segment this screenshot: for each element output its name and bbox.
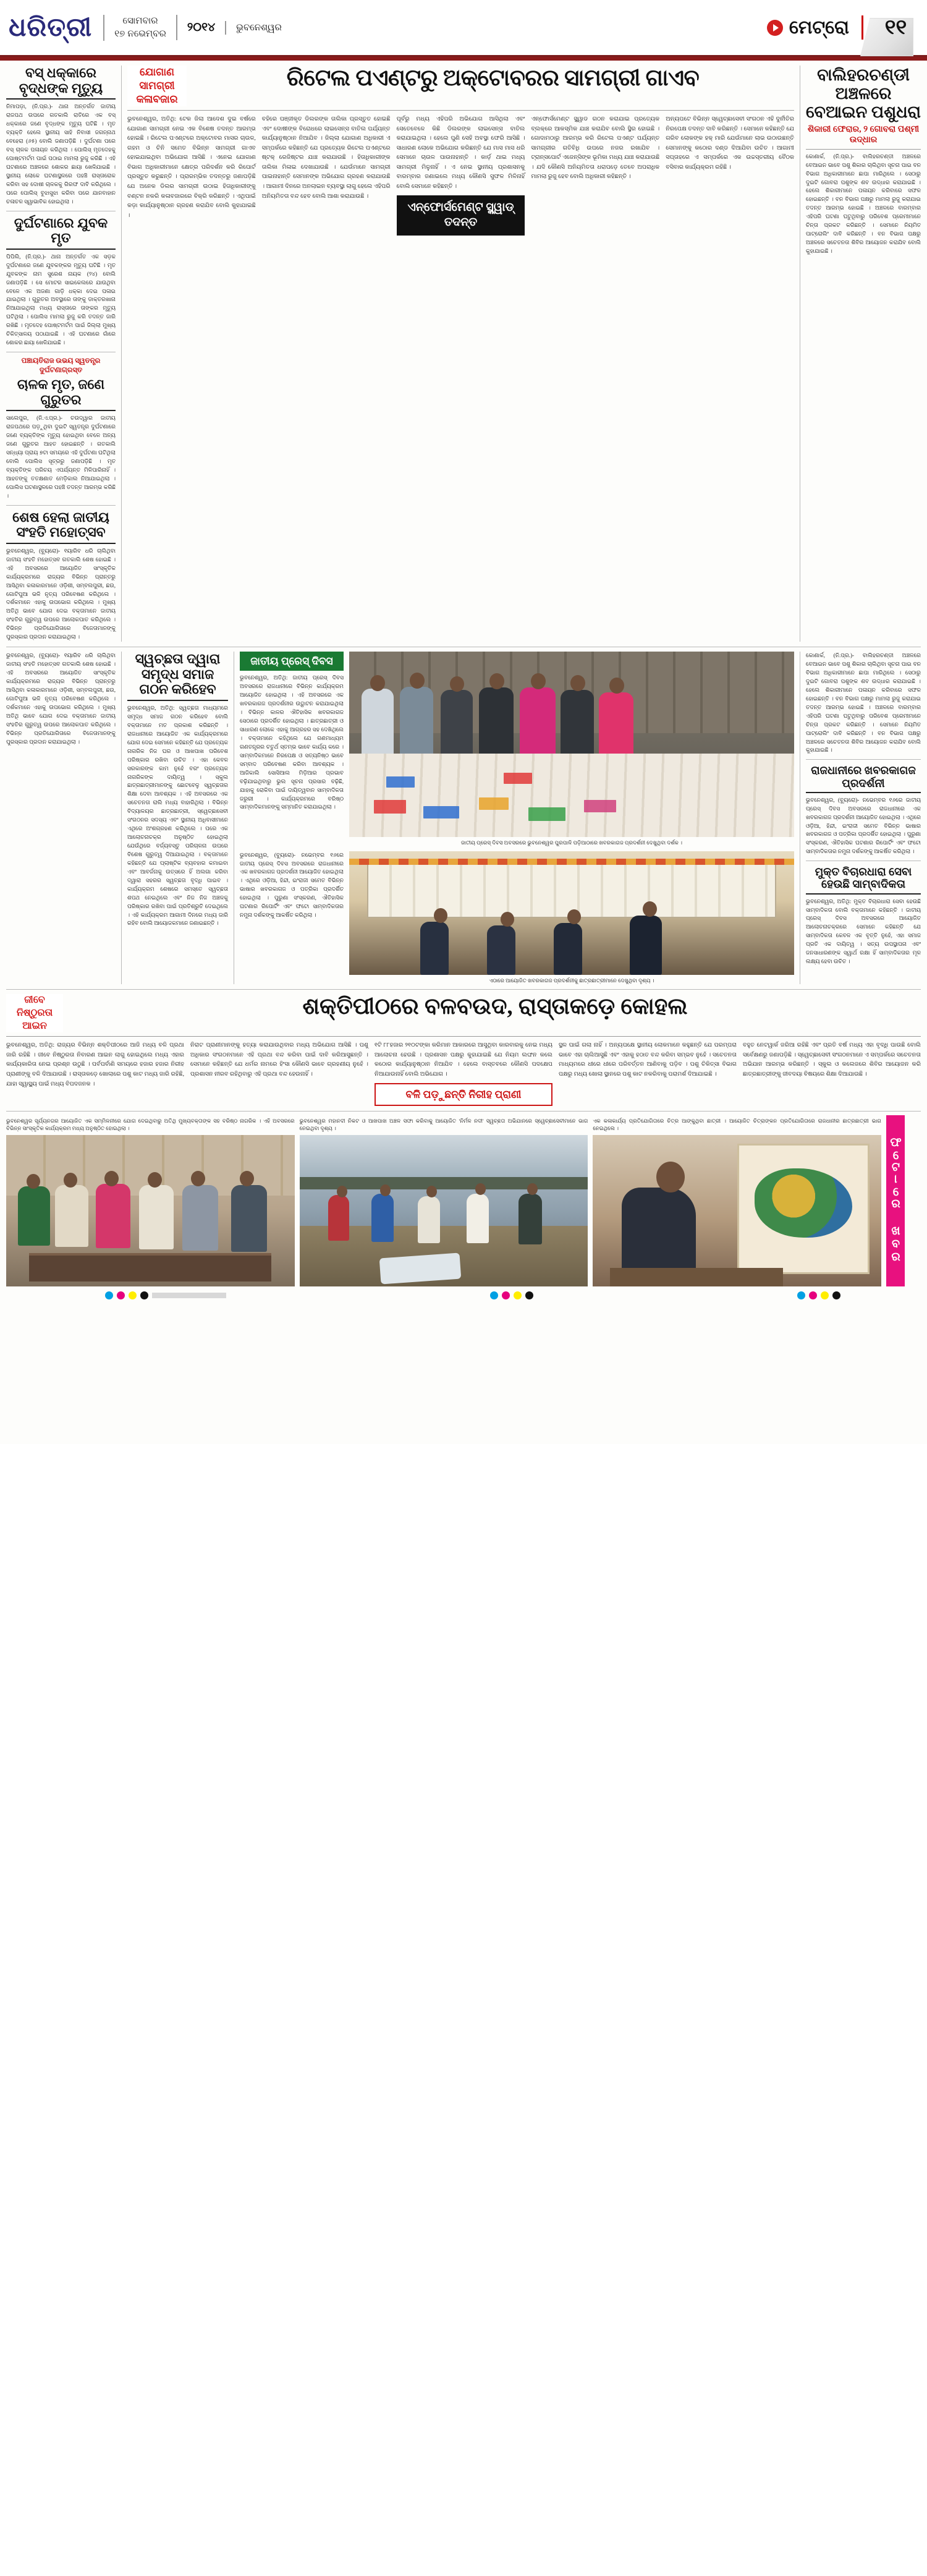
year: ୨୦୧୪: [177, 21, 226, 35]
lead-col-3-wrap: [397, 114, 525, 236]
date: ୧୭ ନଭେମ୍ବର: [114, 28, 166, 39]
exhibition-headline: ରାଜଧାନୀରେ ଖବରକାଗଜ ପ୍ରଦର୍ଶନୀ: [806, 764, 921, 793]
photo-newspaper-exhibition-caption: ଜାତୀୟ ପ୍ରେସ୍ ଦିବସ ଅବସରରେ ଭୁବନେଶ୍ୱର ପୁରପାଳି ପଡ଼ିଆଠାରେ ଖବରକାଗଜ ପ୍ରଦର୍ଶନୀ ଦେଖୁଥିବା ଦର୍ଶକ ।: [461, 840, 682, 846]
photo-person-head: [27, 1174, 40, 1189]
photo-person: [18, 1186, 50, 1246]
press-day-text-cont: ଭୁବନେଶ୍ୱର, (ବ୍ୟୁରୋ)- ନଭେମ୍ବର ୧୬ରେ ଜାତୀୟ ପ୍ରେସ୍ ଦିବସ ଅବସରରେ ରାଜଧାନୀରେ ଏକ ଖବରକାଗଜ ପ୍ରଦର୍ଶନୀ ଆୟୋଜିତ ହୋଇଥିଲା । ଏଥିରେ ଓଡ଼ିଆ, ହିନ୍ଦୀ, ଇଂରାଜୀ ସମେତ ବିଭିନ୍ନ ଭାଷାର ଖବରକାଗଜ ଓ ପତ୍ରିକା ପ୍ରଦର୍ଶିତ ହୋଇଥିଲା । ପୁରୁଣା ସଂସ୍କରଣ, ଐତିହାସିକ ଘଟଣାର ରିପୋର୍ଟିଂ ଏବଂ ଫଟୋ ସାମ୍ବାଦିକତାର ନମୁନା ଦର୍ଶକଙ୍କୁ ଆକର୍ଷିତ କରିଥିଲା ।: [240, 851, 344, 919]
newspaper-logo: ଧରିତ୍ରୀ: [9, 15, 104, 41]
bottom-photo-strip: [6, 1115, 921, 1286]
photo-news-vertical-label: ଫଟୋରେ ଖବର: [886, 1115, 905, 1286]
lead-col-1: ଭୁବନେଶ୍ୱର, ଅତିଥି: ଟେକ ଜିଲା ଆଦେଶ ଦୁଇ ବର୍ଷରେ ଯୋଗାଣ ସାମଗ୍ରୀ ନେଇ ଏକ ବିଶେଷ ତଦନ୍ତ ଆରମ୍ଭ ହୋଇଛି । ରିଟେଲ ପଏଣ୍ଟରେ ଅକ୍ଟୋବର ମାସର ଚାଉଳ, ଗହମ ଓ ଚିନି ସମେତ ବିଭିନ୍ନ ସାମଗ୍ରୀ ଗାଏବ ହୋଇଯାଇଥିବା ଅଭିଯୋଗ ଆସିଛି । ଏନେଇ ଯୋଗାଣ ବିଭାଗ ଅଧିକାରୀମାନେ କ୍ଷେତ୍ର ପରିଦର୍ଶନ କରି ରିପୋର୍ଟ ପ୍ରସ୍ତୁତ କରୁଛନ୍ତି । ପ୍ରାରମ୍ଭିକ ତଦନ୍ତରୁ ଜଣାପଡ଼ିଛି ଯେ ଅନେକ ଡିଲର ସାମଗ୍ରୀ ଉଠାଇ ହିତାଧିକାରୀଙ୍କୁ ବଣ୍ଟନ ନକରି କଳାବଜାରରେ ବିକ୍ରି କରିଛନ୍ତି । ଏଥିପାଇଁ କଡ଼ା କାର୍ଯ୍ୟାନୁଷ୍ଠାନ ଗ୍ରହଣ କରାଯିବ ବୋଲି କୁହାଯାଇଛି ।: [127, 116, 256, 219]
swachhata-headline: ସ୍ୱଚ୍ଛତା ଦ୍ୱାରା ସମୃଦ୍ଧ ସମାଜ ଗଠନ କରିହେବ: [127, 652, 228, 701]
divider: [806, 759, 921, 760]
second-lead-story: [6, 994, 921, 1106]
photo-person-head: [191, 1171, 205, 1186]
photo-person-head: [410, 673, 425, 689]
photo-person-head: [240, 1171, 254, 1186]
photo-person-head: [501, 912, 514, 927]
photo-person-head: [380, 1184, 391, 1196]
reg-grey-bar: [152, 1293, 226, 1298]
left-story1-headline: ବସ୍ ଧକ୍କାରେ ବୃଦ୍ଧଙ୍କ ମୃତ୍ୟୁ: [6, 66, 116, 100]
left-story2-headline: ଦୁର୍ଘଟଣାରେ ଯୁବକ ମୃତ: [6, 216, 116, 250]
bottom-caption-2: ଭୁବନେଶ୍ୱର ମହାନଦୀ ନିକଟ ଓ ଆଖପାଖ ଅଞ୍ଚଳ ସଫା କରିବାକୁ ଆୟୋଜିତ 'ନିର୍ମଳ ନଦୀ' ସ୍ୱଚ୍ଛତା ଅଭିଯାନରେ ସ୍ୱେଚ୍ଛାସେବୀମାନେ ଭାଗ ନେଇଥିବା ଦୃଶ୍ୟ ।: [299, 1117, 588, 1132]
photo2-wrap: [349, 851, 794, 984]
reg-cyan-2: [490, 1291, 498, 1299]
reg-cyan-3: [797, 1291, 805, 1299]
press-day-block: [234, 652, 800, 984]
lead-col-3: ପୂର୍ବରୁ ମଧ୍ୟ ଏହିପରି ଅଭିଯୋଗ ଆସିଥିଲା ଏବଂ ସେତେବେଳେ କିଛି ଡିଲରଙ୍କ ଲାଇସେନ୍ସ ବାତିଲ କରାଯାଇଥିଲା । ହେଲେ ପୁଣି ସେହି ଅବସ୍ଥା ଫେରି ଆସିଛି । ସାଧାରଣ ଲୋକେ ଅଭିଯୋଗ କରିଛନ୍ତି ଯେ ମାସ ମାସ ଧରି ସେମାନେ ଚାଉଳ ପାଉନାହାନ୍ତି । କାର୍ଡ଼ ଥାଇ ମଧ୍ୟ ସାମଗ୍ରୀ ମିଳୁନାହିଁ । ଏ ନେଇ ସ୍ଥାନୀୟ ପ୍ରଶାସନକୁ ବାରମ୍ବାର ଜଣାଇଲେ ମଧ୍ୟ କୌଣସି ସୁଫଳ ମିଳିନାହିଁ ବୋଲି ସେମାନେ କହିଛନ୍ତି ।: [396, 116, 525, 190]
left-rail: [6, 66, 121, 642]
photo-person-head: [531, 673, 546, 689]
reg-yellow-3: [821, 1291, 829, 1299]
left-story3-kicker: ପଞ୍ଚାୟତିରାଜ ଉଭୟ ସ୍ୱତନ୍ତ୍ର ଦୁର୍ଘଟଣାଗ୍ରସ୍ତ: [21, 357, 101, 374]
photo-person-head: [370, 675, 385, 691]
photo-table: [29, 1253, 271, 1282]
reg-magenta-3: [809, 1291, 817, 1299]
photo-person-head: [148, 1172, 162, 1188]
photo-person-head: [609, 678, 624, 694]
right-top-subhead: ଶିକାରୀ ଫେରାର, ୨ ଗୋବରା ପଶ୍ମୀ ଉଦ୍ଧାର: [807, 124, 920, 145]
photo-person-head: [489, 673, 504, 689]
left-story1-text: ନିମାପଡ଼ା, (ନି.ପ୍ର.)- ଥାନା ଅନ୍ତର୍ଗତ ଜାତୀୟ ରାଜପଥ ଉପରେ ଗତକାଲି ରାତିରେ ଏକ ବସ୍ ଧକ୍କାରେ ଜଣେ ବୃଦ୍ଧଙ୍କ ମୃତ୍ୟୁ ଘଟିଛି । ମୃତ ବ୍ୟକ୍ତି ହେଲେ ସ୍ଥାନୀୟ ସାହି ନିବାସୀ ଜଗନ୍ନାଥ ବେହେରା (୬୫) ବୋଲି ଜଣାପଡ଼ିଛି । ଦୁର୍ଘଟଣା ପରେ ବସ୍ ଚାଳକ ପଳାୟନ କରିଥିଲା । ପୋଲିସ୍ ମୃତଦେହକୁ ପୋଷ୍ଟମର୍ଟମ ପାଇଁ ପଠାଇ ମାମଲା ରୁଜୁ କରିଛି । ଏହି ଘଟଣାରେ ଅଞ୍ଚଳରେ ଶୋକର ଛାୟା ଖେଳିଯାଇଛି । ସ୍ଥାନୀୟ ଲୋକେ ଘଟଣାସ୍ଥଳରେ ପହଞ୍ଚି ରାସ୍ତାରୋକ କରିବା ସହ ଦୋଷୀ ଚାଳକକୁ ଗିରଫ ଦାବି କରିଥିଲେ । ପରେ ପୋଲିସ୍ ବୁଝାସୁଝା କରିବା ପରେ ଯାନବାହାନ ଚଳାଚଳ ସ୍ୱାଭାବିକ ହୋଇଥିଲା ।: [6, 103, 116, 205]
photo-person-head: [475, 1183, 486, 1195]
photo-person: [554, 923, 582, 975]
page-content: [0, 61, 927, 1286]
photo-painting-student: [593, 1135, 881, 1286]
reg-black-2: [525, 1291, 533, 1299]
photo-marigold-garland: [349, 859, 794, 865]
right-rail-middle: [800, 652, 921, 984]
photo-person: [420, 922, 449, 975]
date-block: [104, 15, 177, 40]
photo-person-head: [567, 909, 581, 924]
second-lead-col-3: ୧ଟି ୮୮ହଜାର ୨୧୦ଟଙ୍କା କରିମାନ ଆକାରରେ ଆସୁଥିବା କାରବାରକୁ ନେଇ ମଧ୍ୟ ଆଲୋଚନା ହେଉଛି । ପ୍ରଶାସନ ପକ୍ଷରୁ କୁହାଯାଇଛି ଯେ ନିୟମ ଲଙ୍ଘନ କଲେ କଠୋର କାର୍ଯ୍ୟାନୁଷ୍ଠାନ ନିଆଯିବ । ହେଲେ ବାସ୍ତବରେ କୌଣସି ପଦକ୍ଷେପ ନିଆଯାଉନାହିଁ ବୋଲି ଅଭିଯୋଗ ।: [375, 1042, 552, 1078]
photo-person-head: [426, 1186, 437, 1197]
left-rail-lower: [6, 652, 121, 984]
play-triangle-icon: [767, 20, 783, 36]
photo-person: [418, 1196, 440, 1243]
second-lead-col-2: ନିରାଟ ପ୍ରାଣୀମାନଙ୍କୁ ହତ୍ୟା କରାଯାଉଥିବାର ମଧ୍ୟ ଅଭିଯୋଗ ଆସିଛି । ପଶୁ ଅଧିକାର ସଂଗଠନମାନେ ଏହି ପ୍ରଥା ବନ୍ଦ କରିବା ପାଇଁ ଦାବି କରିଆସୁଛନ୍ତି । ସେମାନେ କହିଛନ୍ତି ଯେ ଧର୍ମର ନାମରେ ହିଂସା କୌଣସି ଭାବେ ଗ୍ରହଣୀୟ ନୁହେଁ । ପ୍ରଶାସନ ନୀରବ ରହିଥିବାରୁ ଏହି ପ୍ରଥା ବନ୍ଦ ହେଉନାହିଁ ।: [190, 1042, 368, 1078]
bottom-photo-2-wrap: [300, 1115, 588, 1286]
bottom-photo-3-wrap: [593, 1115, 881, 1286]
photo-person: [400, 687, 433, 764]
left-story3-headline: ଚାଳକ ମୃତ, ଜଣେ ଗୁରୁତର: [6, 377, 116, 411]
photo-person: [231, 1185, 267, 1252]
right-rail-text-cont: କୋଣାର୍କ, (ନି.ପ୍ର.)- ବାଲିହରଚଣ୍ଡୀ ଅଞ୍ଚଳରେ ବେଆଇନ ଭାବେ ପଶୁ ଶିକାର ଚାଲିଥିବା ସୂଚନା ପାଇ ବନ ବିଭାଗ ଅଧିକାରୀମାନେ ଛାପା ମାରିଥିଲେ । ସେଠାରୁ ଦୁଇଟି ଗୋବରା ପଶୁଙ୍କ ଶବ ଉଦ୍ଧାର କରାଯାଇଛି । ହେଲେ ଶିକାରୀମାନେ ପଳାୟନ କରିବାରେ ସଫଳ ହୋଇଛନ୍ତି । ବନ ବିଭାଗ ପକ୍ଷରୁ ମାମଲା ରୁଜୁ କରାଯାଇ ତଦନ୍ତ ଆରମ୍ଭ ହୋଇଛି । ଅଞ୍ଚଳରେ ବାରମ୍ବାର ଏହିପରି ଘଟଣା ଘଟୁଥିବାରୁ ପରିବେଶ ପ୍ରେମୀମାନେ ଚିନ୍ତା ପ୍ରକଟ କରିଛନ୍ତି । ସେମାନେ ନିୟମିତ ପାଟ୍ରୋଲିଂ ଦାବି କରିଛନ୍ତି । ବନ ବିଭାଗ ପକ୍ଷରୁ ଅଞ୍ଚଳରେ ସଚେତନତା ଶିବିର ଆୟୋଜନ କରାଯିବ ବୋଲି କୁହାଯାଇଛି ।: [806, 652, 921, 754]
photo-person: [96, 1184, 130, 1248]
bottom-caption-1: ଭୁବନେଶ୍ୱର ସୂର୍ଯ୍ୟନଗର ଆୟୋଜିତ ଏକ ସମ୍ମିଳନୀରେ ଯୋଗ ଦେଇଥିବାରୁ ଅତିଥି ମୁଖ୍ୟବକ୍ତାଙ୍କ ସହ ବରିଷ୍ଠ ନାଗରିକ । ଏହି ଅବସରରେ ବିଭିନ୍ନ ସାଂସ୍କୃତିକ କାର୍ଯ୍ୟକ୍ରମ ମଧ୍ୟ ଅନୁଷ୍ଠିତ ହୋଇଥିଲା ।: [6, 1117, 295, 1132]
lead-col-2: ବହିରେ ପଞ୍ଜୀକୃତ ଡିଲରଙ୍କ ତାଲିକା ପ୍ରସ୍ତୁତ ହୋଇଛି ଏବଂ ଦୋଷୀଙ୍କ ବିରୋଧରେ ଲାଇସେନ୍ସ ବାତିଲ ପର୍ଯ୍ୟନ୍ତ କାର୍ଯ୍ୟାନୁଷ୍ଠାନ ନିଆଯିବ । ଜିଲ୍ଲା ଯୋଗାଣ ଅଧିକାରୀ ଏ ସମ୍ପର୍କରେ କହିଛନ୍ତି ଯେ ପ୍ରତ୍ୟେକ ରିଟେଲ ପଏଣ୍ଟରେ ଷ୍ଟକ୍ ରେଜିଷ୍ଟର ଯାଞ୍ଚ କରାଯାଉଛି । ହିତାଧିକାରୀଙ୍କ ତାଲିକା ମିଳାଇ ଦେଖାଯାଉଛି । ଯେଉଁମାନେ ସାମଗ୍ରୀ ପାଇନାହାନ୍ତି ସେମାନଙ୍କ ଅଭିଯୋଗ ଗ୍ରହଣ କରାଯାଉଛି । ଆଗାମୀ ଦିନରେ ଅନଲାଇନ ବ୍ୟବସ୍ଥା ଲାଗୁ ହେଲେ ଏହିପରି ଅନିୟମିତତା ବନ୍ଦ ହେବ ବୋଲି ଆଶା କରାଯାଉଛି ।: [261, 116, 391, 200]
bottom-caption-3: ଏକ କଳାକାର୍ଯ୍ୟ ପ୍ରତିଯୋଗିତାରେ ଚିତ୍ର ଆଙ୍କୁଥିବା ଛାତ୍ରୀ । ଆୟୋଜିତ ଚିତ୍ରାଙ୍କନ ପ୍ରତିଯୋଗିତାରେ ରାଜଧାନୀର ଛାତ୍ରଛାତ୍ରୀ ଭାଗ ନେଇଥିଲେ ।: [593, 1117, 882, 1132]
photo-person: [630, 916, 662, 975]
photo-sky: [300, 1135, 588, 1181]
feature-swachhata: [121, 652, 234, 984]
photo-person: [467, 1194, 489, 1243]
photo-person-head: [527, 1183, 538, 1195]
lead-col-5: ଅନ୍ୟପଟେ ବିଭିନ୍ନ ସ୍ୱେଚ୍ଛାସେବୀ ସଂଗଠନ ଏହି ଦୁର୍ନୀତିର ନିରପେକ୍ଷ ତଦନ୍ତ ଦାବି କରିଛନ୍ତି । ସେମାନେ କହିଛନ୍ତି ଯେ ଗରିବ ଲୋକଙ୍କ ହକ୍ ମାରି ଯେଉଁମାନେ ଲାଭ ଉଠାଉଛନ୍ତି ସେମାନଙ୍କୁ କଠୋର ଦଣ୍ଡ ଦିଆଯିବା ଉଚିତ । ଆଗାମୀ ସପ୍ତାହରେ ଏ ସମ୍ପର୍କରେ ଏକ ଉଚ୍ଚସ୍ତରୀୟ ବୈଠକ ବସିବାର କାର୍ଯ୍ୟକ୍ରମ ରହିଛି ।: [666, 116, 794, 171]
photo-person: [371, 1194, 394, 1242]
city: ଭୁବନେଶ୍ୱର: [236, 22, 282, 33]
second-lead-col-4: ସ୍ଥଳ ପାଇଁ ଗଲା ନାହିଁ । ଅନ୍ୟପକ୍ଷେ ସ୍ଥାନୀୟ ଲୋକମାନେ କହୁଛନ୍ତି ଯେ ପରମ୍ପରା ଭାବେ ଏହା ଚାଲିଆସୁଛି ଏବଂ ଏହାକୁ ହଠାତ ବନ୍ଦ କରିବା ସମ୍ଭବ ନୁହେଁ । ସଚେତନତା ମାଧ୍ୟମରେ ଧୀରେ ଧୀରେ ପରିବର୍ତ୍ତନ ଆଣିବାକୁ ପଡ଼ିବ । ପଶୁ ଚିକିତ୍ସା ବିଭାଗ ପକ୍ଷରୁ ମଧ୍ୟ ଖୋଲା ସ୍ଥାନରେ ପଶୁ କାଟ ନକରିବାକୁ ପରାମର୍ଶ ଦିଆଯାଇଛି ।: [559, 1042, 737, 1078]
photo-newspaper-exhibition: [349, 652, 794, 837]
reg-yellow: [129, 1291, 137, 1299]
section-label: ମେଟ୍ରୋ: [789, 17, 849, 38]
page-number-box: [861, 15, 918, 40]
second-lead-redbox: ବଳି ପଡ଼ୁଛନ୍ତି ନିରୀହ ପ୍ରାଣୀ: [375, 1083, 552, 1106]
photo-person-head: [64, 1173, 77, 1188]
photo-person: [328, 1195, 349, 1241]
second-lead-col-3-wrap: [375, 1040, 552, 1105]
lead-kicker: ଯୋଗାଣ ସାମଗ୍ରୀ କଳାବଜାର: [127, 66, 187, 106]
reg-yellow-2: [514, 1291, 522, 1299]
section-badge: [767, 17, 858, 38]
photo-newspaper-spread: [349, 754, 794, 837]
photo-person-head: [450, 676, 464, 692]
press-day-badge: ଜାତୀୟ ପ୍ରେସ୍ ଦିବସ: [240, 652, 344, 671]
exhibition-text: ଭୁବନେଶ୍ୱର, (ବ୍ୟୁରୋ)- ନଭେମ୍ବର ୧୬ରେ ଜାତୀୟ ପ୍ରେସ୍ ଦିବସ ଅବସରରେ ରାଜଧାନୀରେ ଏକ ଖବରକାଗଜ ପ୍ରଦର୍ଶନୀ ଆୟୋଜିତ ହୋଇଥିଲା । ଏଥିରେ ଓଡ଼ିଆ, ହିନ୍ଦୀ, ଇଂରାଜୀ ସମେତ ବିଭିନ୍ନ ଭାଷାର ଖବରକାଗଜ ଓ ପତ୍ରିକା ପ୍ରଦର୍ଶିତ ହୋଇଥିଲା । ପୁରୁଣା ସଂସ୍କରଣ, ଐତିହାସିକ ଘଟଣାର ରିପୋର୍ଟିଂ ଏବଂ ଫଟୋ ସାମ୍ବାଦିକତାର ନମୁନା ଦର୍ଶକଙ୍କୁ ଆକର୍ଷିତ କରିଥିଲା ।: [806, 796, 921, 855]
photo-person-head: [570, 675, 585, 691]
photo-desk: [610, 1268, 783, 1286]
free-trial-headline: ମୁକ୍ତ ବିଚାରଧାରା ସେବା ହେଉଛି ସାମ୍ବାଦିକତା: [806, 865, 921, 894]
lead-headline: ରିଟେଲ ପଏଣ୍ଟରୁ ଅକ୍ଟୋବରର ସାମଗ୍ରୀ ଗାଏବ: [286, 66, 700, 91]
photo-person: [139, 1185, 174, 1249]
page-number: ୧୧: [884, 15, 907, 39]
bottom-photo-1-wrap: [6, 1115, 295, 1286]
right-top-headline: ବାଲିହରଚଣ୍ଡୀ ଅଞ୍ଚଳରେ ବେଆଇନ ପଶୁଧରା: [806, 66, 921, 122]
swachhata-text: ଭୁବନେଶ୍ୱର, ଅତିଥି: ସ୍ୱଚ୍ଛତା ମାଧ୍ୟମରେ ସମୃଦ୍ଧ ସମାଜ ଗଠନ କରିହେବ ବୋଲି ବକ୍ତାମାନେ ମତ ପ୍ରକାଶ କରିଛନ୍ତି । ରାଜଧାନୀରେ ଆୟୋଜିତ ଏକ କାର୍ଯ୍ୟକ୍ରମରେ ଯୋଗ ଦେଇ ସେମାନେ କହିଛନ୍ତି ଯେ ପ୍ରତ୍ୟେକ ନାଗରିକ ନିଜ ଘର ଓ ଆଖପାଖ ପରିବେଶ ପରିଷ୍କାର ରଖିବା ଉଚିତ । ଏହା କେବଳ ସରକାରଙ୍କ କାମ ନୁହେଁ ବରଂ ପ୍ରତ୍ୟେକ ନାଗରିକଙ୍କ ଦାୟିତ୍ୱ । ସ୍କୁଲ ଛାତ୍ରଛାତ୍ରୀମାନଙ୍କୁ ଛୋଟବେଳୁ ସ୍ୱଚ୍ଛତାର ଶିକ୍ଷା ଦେବା ଆବଶ୍ୟକ । ଏହି ଅବସରରେ ଏକ ସଚେତନତା ରାଲି ମଧ୍ୟ ବାହାରିଥିଲା । ବିଭିନ୍ନ ବିଦ୍ୟାଳୟର ଛାତ୍ରଛାତ୍ରୀ, ସ୍ୱେଚ୍ଛାସେବୀ ସଂଗଠନର ସଦସ୍ୟ ଏବଂ ସ୍ଥାନୀୟ ଅଧିବାସୀମାନେ ଏଥିରେ ଅଂଶଗ୍ରହଣ କରିଥିଲେ । ପରେ ଏକ ଆଲୋଚନାଚକ୍ର ଅନୁଷ୍ଠିତ ହୋଇଥିଲା ଯେଉଁଥିରେ ବର୍ଜ୍ୟବସ୍ତୁ ପରିଚାଳନା ଉପରେ ବିଶେଷ ଗୁରୁତ୍ୱ ଦିଆଯାଇଥିଲା । ବକ୍ତାମାନେ କହିଛନ୍ତି ଯେ ପ୍ଲାଷ୍ଟିକ ବ୍ୟବହାର କମାଇବା ଏବଂ ଆବର୍ଜନାକୁ ଉତ୍ସରେ ହିଁ ଅଲଗା କରିବା ଦ୍ୱାରା ସହରର ସ୍ୱଚ୍ଛତା ବୃଦ୍ଧି ପାଇବ । କାର୍ଯ୍ୟକ୍ରମ ଶେଷରେ ସମସ୍ତେ ସ୍ୱଚ୍ଛତା ଶପଥ ନେଇଥିଲେ ଏବଂ ନିଜ ନିଜ ଅଞ୍ଚଳକୁ ପରିଷ୍କାର ରଖିବା ପାଇଁ ପ୍ରତିଶ୍ରୁତି ଦେଇଥିଲେ । ଏହି କାର୍ଯ୍ୟକ୍ରମ ଆଗାମୀ ଦିନରେ ମଧ୍ୟ ଜାରି ରହିବ ବୋଲି ଆୟୋଜକମାନେ ଜଣାଇଛନ୍ତି ।: [127, 705, 228, 927]
lead-blackbox: ଏନ୍‌ଫୋର୍ସମେଣ୍ଟ ସ୍କ୍ୱାଡ୍ ତଦନ୍ତ: [397, 195, 525, 236]
second-lead-col-1: ଭୁବନେଶ୍ୱର, ଅତିଥି: ରାଜ୍ୟର ବିଭିନ୍ନ ଶକ୍ତିପୀଠରେ ଆଜି ମଧ୍ୟ ବଳି ପ୍ରଥା ଜାରି ରହିଛି । ଜୀବେ ନିଷ୍ଠୁରତା ନିବାରଣ ଆଇନ ଲାଗୁ ହୋଇଥିଲେ ମଧ୍ୟ ଏହାର କାର୍ଯ୍ୟକାରିତା ନେଇ ପ୍ରଶ୍ନ ଉଠୁଛି । ପର୍ବପର୍ବାଣି ସମୟରେ ହଜାର ହଜାର ନିରୀହ ପ୍ରାଣୀଙ୍କୁ ବଳି ଦିଆଯାଉଛି । ରାସ୍ତାକଡ଼େ ଖୋଲାରେ ପଶୁ କାଟ ମଧ୍ୟ ଜାରି ରହିଛି, ଯାହା ସ୍ୱାସ୍ଥ୍ୟ ପାଇଁ ମଧ୍ୟ ବିପଦଜନକ ।: [6, 1042, 184, 1087]
photo-person-head: [104, 1171, 119, 1186]
second-lead-col-5: ବହୁତ ନେଟୱାର୍କ ଜରିଆ ରହିଛି ଏବଂ ପ୍ରତି ବର୍ଷ ମଧ୍ୟ ଏହା ବୃଦ୍ଧି ପାଉଛି ବୋଲି ସର୍ବେକ୍ଷଣରୁ ଜଣାପଡ଼ିଛି । ସ୍ୱେଚ୍ଛାସେବୀ ସଂଗଠନମାନେ ଏ ସମ୍ପର୍କରେ ସଚେତନତା ଅଭିଯାନ ଆରମ୍ଭ କରିଛନ୍ତି । ସ୍କୁଲ ଓ କଲେଜରେ ଶିବିର ଆୟୋଜନ କରି ଛାତ୍ରଛାତ୍ରୀଙ୍କୁ ଜୀବଦୟା ବିଷୟରେ ଶିକ୍ଷା ଦିଆଯାଉଛି ।: [743, 1042, 921, 1078]
photo-person-head: [656, 1162, 685, 1192]
photo-students-caption: ଏଠାରେ ଆୟୋଜିତ ଖବରକାଗଜ ପ୍ରଦର୍ଶନୀକୁ ଛାତ୍ରଛାତ୍ରୀମାନେ ଦେଖୁଥିବା ଦୃଶ୍ୟ ।: [489, 977, 654, 984]
reg-magenta: [117, 1291, 125, 1299]
print-registration-marks: [0, 1286, 927, 1303]
photo-waste-sheet: [379, 1252, 462, 1284]
reg-black-3: [832, 1291, 840, 1299]
press-day-column: [240, 652, 344, 846]
reg-black: [140, 1291, 148, 1299]
photo-person: [182, 1185, 218, 1251]
free-trial-text: ଭୁବନେଶ୍ୱର, ଅତିଥି: ମୁକ୍ତ ବିଚାରଧାରା ସେବା ହେଉଛି ସାମ୍ବାଦିକତା ବୋଲି ବକ୍ତାମାନେ କହିଛନ୍ତି । ଜାତୀୟ ପ୍ରେସ୍ ଦିବସ ଅବସରରେ ଆୟୋଜିତ ଆଲୋଚନାଚକ୍ରରେ ସେମାନେ କହିଛନ୍ତି ଯେ ସାମ୍ବାଦିକତା କେବଳ ଏକ ବୃତ୍ତି ନୁହେଁ, ଏହା ସମାଜ ପ୍ରତି ଏକ ଦାୟିତ୍ୱ । ସତ୍ୟ ଉପସ୍ଥାପନା ଏବଂ ଜନସାଧାରଣଙ୍କ ସ୍ୱାର୍ଥ ରକ୍ଷା ହିଁ ସାମ୍ବାଦିକତାର ମୂଳ ଲକ୍ଷ୍ୟ ହେବା ଉଚିତ ।: [806, 898, 921, 965]
press-photo-wrap: [349, 652, 794, 846]
weekday: ସୋମବାର: [122, 15, 158, 27]
press-day-col2: [240, 851, 344, 984]
photo-strip-label-wrap: [886, 1115, 921, 1286]
right-top-text: କୋଣାର୍କ, (ନି.ପ୍ର.)- ବାଲିହରଚଣ୍ଡୀ ଅଞ୍ଚଳରେ ବେଆଇନ ଭାବେ ପଶୁ ଶିକାର ଚାଲିଥିବା ସୂଚନା ପାଇ ବନ ବିଭାଗ ଅଧିକାରୀମାନେ ଛାପା ମାରିଥିଲେ । ସେଠାରୁ ଦୁଇଟି ଗୋବରା ପଶୁଙ୍କ ଶବ ଉଦ୍ଧାର କରାଯାଇଛି । ହେଲେ ଶିକାରୀମାନେ ପଳାୟନ କରିବାରେ ସଫଳ ହୋଇଛନ୍ତି । ବନ ବିଭାଗ ପକ୍ଷରୁ ମାମଲା ରୁଜୁ କରାଯାଇ ତଦନ୍ତ ଆରମ୍ଭ ହୋଇଛି । ଅଞ୍ଚଳରେ ବାରମ୍ବାର ଏହିପରି ଘଟଣା ଘଟୁଥିବାରୁ ପରିବେଶ ପ୍ରେମୀମାନେ ଚିନ୍ତା ପ୍ରକଟ କରିଛନ୍ତି । ସେମାନେ ନିୟମିତ ପାଟ୍ରୋଲିଂ ଦାବି କରିଛନ୍ତି । ବନ ବିଭାଗ ପକ୍ଷରୁ ଅଞ୍ଚଳରେ ସଚେତନତା ଶିବିର ଆୟୋଜନ କରାଯିବ ବୋଲି କୁହାଯାଇଛି ।: [806, 153, 921, 255]
left-story4-headline: ଶେଷ ହେଲା ଜାତୀୟ ସଂହତି ମହୋତ୍ସବ: [6, 510, 116, 544]
reg-cyan: [105, 1291, 113, 1299]
lead-story: [121, 66, 800, 642]
divider: [6, 505, 116, 506]
second-lead-kicker: ଜୀବେ ନିଷ୍ଠୁରତା ଆଇନ: [6, 994, 63, 1032]
right-rail-top: [800, 66, 921, 642]
photo-person-head: [434, 908, 447, 923]
photo-person: [487, 925, 515, 975]
press-day-text: ଭୁବନେଶ୍ୱର, ଅତିଥି: ଜାତୀୟ ପ୍ରେସ୍ ଦିବସ ଅବସରରେ ରାଜଧାନୀରେ ବିଭିନ୍ନ କାର୍ଯ୍ୟକ୍ରମ ଆୟୋଜିତ ହୋଇଥିଲା । ଏହି ଅବସରରେ ଏକ ଖବରକାଗଜ ପ୍ରଦର୍ଶନୀର ଉଦ୍ଘାଟନ କରାଯାଇଥିଲା । ବିଭିନ୍ନ କାଳର ଐତିହାସିକ ଖବରକାଗଜ ସେଠାରେ ପ୍ରଦର୍ଶିତ ହୋଇଥିଲା । ଛାତ୍ରଛାତ୍ରୀ ଓ ସାଧାରଣ ଲୋକେ ଏହାକୁ ଆଗ୍ରହର ସହ ଦେଖିଥିଲେ । ବକ୍ତାମାନେ କହିଥିଲେ ଯେ ଗଣମାଧ୍ୟମ ଗଣତନ୍ତ୍ରର ଚତୁର୍ଥ ସ୍ତମ୍ଭ ଭାବେ କାର୍ଯ୍ୟ କରେ । ସାମ୍ବାଦିକମାନେ ନିରପେକ୍ଷ ଓ ସତ୍ୟନିଷ୍ଠ ଭାବେ ସମ୍ବାଦ ପରିବେଷଣ କରିବା ଆବଶ୍ୟକ । ଆଜିକାଲି ସୋସିଆଲ ମିଡ଼ିଆର ପ୍ରଭାବ ବଢ଼ିଯାଇଥିବାରୁ ଭୁଲ ସୂଚନା ପ୍ରସାର ବଢ଼ିଛି, ଯାହାକୁ ରୋକିବା ପାଇଁ ଦାୟିତ୍ୱବାନ ସାମ୍ବାଦିକତା ଜରୁରୀ । କାର୍ଯ୍ୟକ୍ରମରେ ବରିଷ୍ଠ ସାମ୍ବାଦିକମାନଙ୍କୁ ସମ୍ମାନିତ କରାଯାଇଥିଲା ।: [240, 674, 344, 810]
masthead: [0, 0, 927, 57]
photo-river-cleanup: [300, 1135, 588, 1286]
left-rail-lower-text: ଭୁବନେଶ୍ୱର, (ବ୍ୟୁରୋ)- ୧ୟାରିବ ଧରି ଚାଲିଥିବା ଜାତୀୟ ସଂହତି ମହୋତ୍ସବ ଗତକାଲି ଶେଷ ହୋଇଛି । ଏହି ଅବସରରେ ଆୟୋଜିତ ସାଂସ୍କୃତିକ କାର୍ଯ୍ୟକ୍ରମରେ ରାଜ୍ୟର ବିଭିନ୍ନ ପ୍ରାନ୍ତରୁ ଆସିଥିବା କଳାକାରମାନେ ଓଡ଼ିଶୀ, ସମ୍ବଲପୁରୀ, ଛଉ, ଗୋଟିପୁଆ ଭଳି ନୃତ୍ୟ ପରିବେଷଣ କରିଥିଲେ । ଦର୍ଶକମାନେ ଏହାକୁ ଉପଭୋଗ କରିଥିଲେ । ମୁଖ୍ୟ ଅତିଥି ଭାବେ ଯୋଗ ଦେଇ ବକ୍ତାମାନେ ଜାତୀୟ ସଂହତିର ଗୁରୁତ୍ୱ ଉପରେ ଆଲୋକପାତ କରିଥିଲେ । ବିଭିନ୍ନ ପ୍ରତିଯୋଗିତାରେ ବିଜେତାମାନଙ୍କୁ ପୁରସ୍କାର ପ୍ରଦାନ କରାଯାଇଥିଲା ।: [6, 652, 116, 745]
photo-person: [519, 1194, 542, 1244]
left-story3-text: ସାଲେପୁର, (ନି.ଏ.ପ୍ର.)- ଚଉଦ୍ୱାର ଜାତୀୟ ରାଜପଥରେ ପଡ଼ୁଥିବା ଦୁଇଟି ସ୍ୱତନ୍ତ୍ର ଦୁର୍ଘଟଣାରେ ଜଣେ ବ୍ୟକ୍ତିଙ୍କ ମୃତ୍ୟୁ ହୋଇଥିବା ବେଳେ ଅନ୍ୟ ଜଣେ ଗୁରୁତର ଆହତ ହୋଇଛନ୍ତି । ଗତକାଲି ସନ୍ଧ୍ୟା ପ୍ରାୟ ୭ଟା ସମୟରେ ଏହି ଦୁର୍ଘଟଣା ଘଟିଥିଲା ବୋଲି ପୋଲିସ ସୂତ୍ରରୁ ଜଣାପଡ଼ିଛି । ମୃତ ବ୍ୟକ୍ତିଙ୍କ ପରିଚୟ ଏପର୍ଯ୍ୟନ୍ତ ମିଳିପାରିନାହିଁ । ଆହତଙ୍କୁ ତତକ୍ଷଣାତ ମେଡ଼ିକାଲ ନିଆଯାଇଥିଲା । ପୋଲିସ ଘଟଣାସ୍ଥଳରେ ପହଞ୍ଚି ତଦନ୍ତ ଆରମ୍ଭ କରିଛି ।: [6, 415, 116, 499]
second-lead-headline: ଶକ୍ତିପୀଠରେ ବଳବଉଦ, ରାସ୍ତାକଡ଼େ କୋହଲ: [302, 994, 688, 1020]
photo-person-head: [643, 901, 657, 917]
left-story2-text: ପିପିଲି, (ନି.ପ୍ର.)- ଥାନା ଅନ୍ତର୍ଗତ ଏକ ସଡ଼କ ଦୁର୍ଘଟଣାରେ ଜଣେ ଯୁବକଙ୍କର ମୃତ୍ୟୁ ଘଟିଛି । ମୃତ ଯୁବକଙ୍କ ନାମ ସୁରେଶ ନାୟକ (୨୪) ବୋଲି ଜଣାପଡ଼ିଛି । ସେ ମୋଟର ସାଇକେଲରେ ଯାଉଥିବା ବେଳେ ଏକ ଅଜଣା ଗାଡ଼ି ଧକ୍କା ଦେଇ ପଳାଇ ଯାଇଥିଲା । ଗୁରୁତର ଅବସ୍ଥାରେ ତାଙ୍କୁ ଡାକ୍ତରଖାନା ନିଆଯାଇଥିଲା ମଧ୍ୟ ରାସ୍ତାରେ ତାଙ୍କର ମୃତ୍ୟୁ ଘଟିଥିଲା । ପୋଲିସ ମାମଲା ରୁଜୁ କରି ତଦନ୍ତ ଜାରି ରଖିଛି । ମୃତଦେହ ପୋଷ୍ଟମର୍ଟମ ପାଇଁ ଜିଲ୍ଲା ମୁଖ୍ୟ ଚିକିତ୍ସାଳୟ ପଠାଯାଇଛି । ଏହି ଘଟଣାରେ ଗାଁରେ ଶୋକର ଛାୟା ଖେଳିଯାଇଛି ।: [6, 253, 116, 346]
photo-person: [55, 1185, 88, 1247]
lead-col-4: ଏନ୍‌ଫୋର୍ସମେଣ୍ଟ ସ୍କ୍ୱାଡ ଗଠନ କରାଯାଇ ପ୍ରତ୍ୟେକ ବ୍ଲକ୍‌ରେ ଆକସ୍ମିକ ଯାଞ୍ଚ କରାଯିବ ବୋଲି ସ୍ଥିର ହୋଇଛି । ଗୋଦାମଠାରୁ ଆରମ୍ଭ କରି ରିଟେଲ ପଏଣ୍ଟ ପର୍ଯ୍ୟନ୍ତ ସାମଗ୍ରୀର ଗତିବିଧି ଉପରେ ନଜର ରଖାଯିବ । ଟ୍ରାନ୍ସପୋର୍ଟ ଏଜେନ୍ସିଙ୍କ ଭୂମିକା ମଧ୍ୟ ଯାଞ୍ଚ କରାଯାଉଛି । ଯଦି କୌଣସି ଅନିୟମିତତା ଧରାପଡ଼େ ତେବେ ଅପରାଧିକ ମାମଲା ରୁଜୁ ହେବ ବୋଲି ଅଧିକାରୀ କହିଛନ୍ତି ।: [531, 116, 660, 181]
photo-person: [362, 689, 394, 763]
reg-magenta-2: [502, 1291, 510, 1299]
photo-seminar-panel: [6, 1135, 295, 1286]
photo-students-viewing: [349, 851, 794, 975]
photo-person-head: [337, 1186, 347, 1197]
left-story4-text: ଭୁବନେଶ୍ୱର, (ବ୍ୟୁରୋ)- ୧ୟାରିବ ଧରି ଚାଲିଥିବା ଜାତୀୟ ସଂହତି ମହୋତ୍ସବ ଗତକାଲି ଶେଷ ହୋଇଛି । ଏହି ଅବସରରେ ଆୟୋଜିତ ସାଂସ୍କୃତିକ କାର୍ଯ୍ୟକ୍ରମରେ ରାଜ୍ୟର ବିଭିନ୍ନ ପ୍ରାନ୍ତରୁ ଆସିଥିବା କଳାକାରମାନେ ଓଡ଼ିଶୀ, ସମ୍ବଲପୁରୀ, ଛଉ, ଗୋଟିପୁଆ ଭଳି ନୃତ୍ୟ ପରିବେଷଣ କରିଥିଲେ । ଦର୍ଶକମାନେ ଏହାକୁ ଉପଭୋଗ କରିଥିଲେ । ମୁଖ୍ୟ ଅତିଥି ଭାବେ ଯୋଗ ଦେଇ ବକ୍ତାମାନେ ଜାତୀୟ ସଂହତିର ଗୁରୁତ୍ୱ ଉପରେ ଆଲୋକପାତ କରିଥିଲେ । ବିଭିନ୍ନ ପ୍ରତିଯୋଗିତାରେ ବିଜେତାମାନଙ୍କୁ ପୁରସ୍କାର ପ୍ରଦାନ କରାଯାଇଥିଲା ।: [6, 547, 116, 640]
